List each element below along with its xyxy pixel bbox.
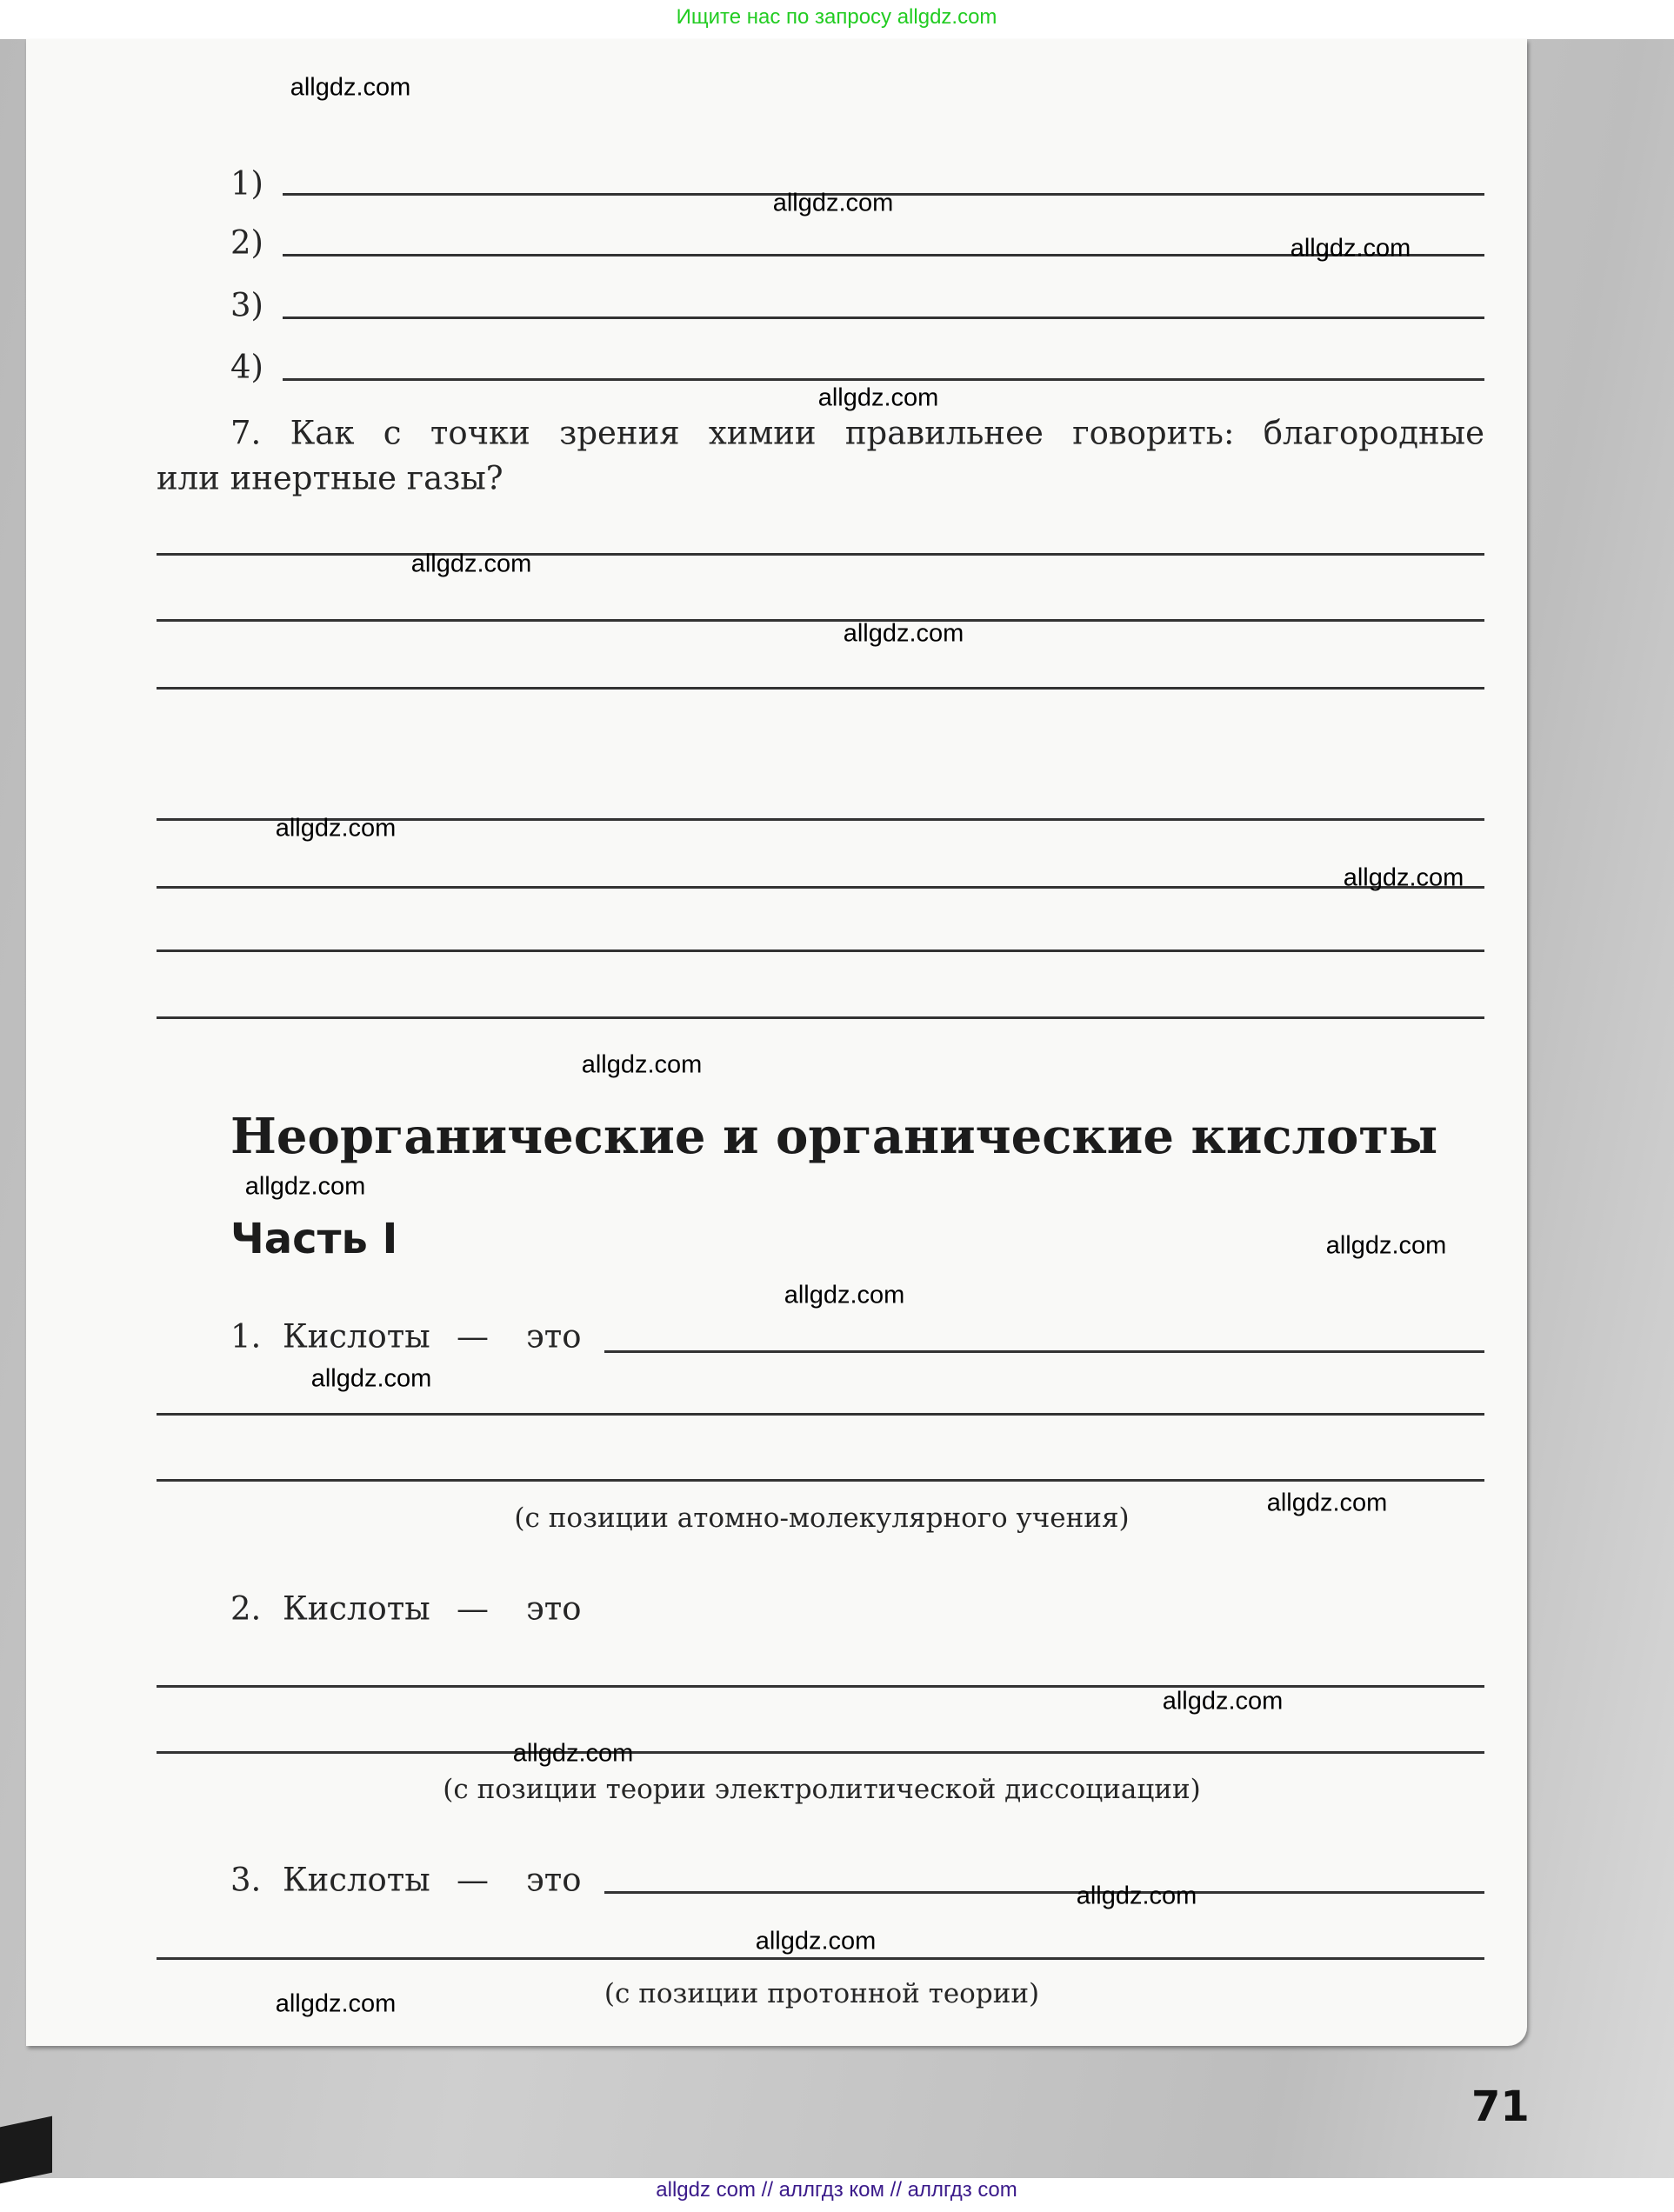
- watermark: allgdz.com: [1325, 1231, 1447, 1260]
- watermark: allgdz.com: [275, 814, 397, 843]
- definition-2-number: 2.: [230, 1589, 262, 1628]
- watermark: allgdz.com: [772, 189, 894, 217]
- watermark: allgdz.com: [1162, 1687, 1284, 1716]
- answer-line: [157, 1685, 1484, 1688]
- watermark: allgdz.com: [512, 1739, 634, 1768]
- answer-line: [157, 886, 1484, 889]
- list-item-label: 3): [230, 286, 263, 324]
- book-spine: [0, 2116, 52, 2184]
- question-7-line1: 7. Как с точки зрения химии правильнее говорить: благородные: [230, 414, 1484, 452]
- list-item-label: 2): [230, 223, 263, 262]
- answer-line: [157, 949, 1484, 952]
- answer-line: [157, 1957, 1484, 1960]
- answer-line: [604, 1891, 1484, 1894]
- definition-3-caption: (с позиции протонной теории): [604, 1978, 1040, 2009]
- definition-2-subject: Кислоты: [283, 1589, 430, 1628]
- definition-3-verb: это: [526, 1861, 582, 1899]
- watermark: allgdz.com: [843, 619, 964, 648]
- watermark: allgdz.com: [1343, 863, 1464, 892]
- part-title: Часть I: [230, 1215, 398, 1263]
- definition-3-dash: —: [457, 1861, 489, 1899]
- question-7-line2: или инертные газы?: [157, 459, 504, 497]
- list-item-label: 1): [230, 164, 263, 203]
- answer-line: [157, 619, 1484, 622]
- watermark: allgdz.com: [581, 1050, 703, 1079]
- answer-line: [157, 1479, 1484, 1482]
- answer-line: [604, 1350, 1484, 1353]
- watermark: allgdz.com: [784, 1281, 905, 1309]
- answer-line: [283, 378, 1484, 381]
- definition-1-subject: Кислоты: [283, 1317, 430, 1356]
- definition-2-caption: (с позиции теории электролитической диссоциации): [443, 1774, 1201, 1805]
- answer-line: [157, 1751, 1484, 1754]
- watermark: allgdz.com: [290, 73, 411, 102]
- definition-1-caption: (с позиции атомно-молекулярного учения): [514, 1502, 1130, 1534]
- watermark: allgdz.com: [275, 1989, 397, 2018]
- watermark: allgdz.com: [310, 1364, 432, 1393]
- workbook-page: [26, 39, 1527, 2046]
- answer-line: [157, 687, 1484, 690]
- answer-line: [157, 1016, 1484, 1019]
- watermark: allgdz.com: [244, 1172, 366, 1201]
- section-title: Неорганические и органические кислоты: [230, 1108, 1438, 1165]
- watermark: allgdz.com: [1076, 1882, 1197, 1910]
- page-number: 71: [1471, 2082, 1530, 2131]
- answer-line: [283, 316, 1484, 319]
- definition-1-verb: это: [526, 1317, 582, 1356]
- definition-3-number: 3.: [230, 1861, 262, 1899]
- definition-1-dash: —: [457, 1317, 489, 1356]
- definition-2-dash: —: [457, 1589, 489, 1628]
- answer-line: [157, 1413, 1484, 1416]
- list-item-label: 4): [230, 348, 263, 386]
- watermark: allgdz.com: [755, 1927, 877, 1955]
- watermark: allgdz.com: [1290, 234, 1411, 263]
- bottom-banner[interactable]: allgdz com // аллгдз ком // аллгдз com: [656, 2178, 1017, 2202]
- definition-2-verb: это: [526, 1589, 582, 1628]
- definition-3-subject: Кислоты: [283, 1861, 430, 1899]
- watermark: allgdz.com: [1266, 1489, 1388, 1517]
- top-banner[interactable]: Ищите нас по запросу allgdz.com: [676, 5, 997, 29]
- watermark: allgdz.com: [410, 550, 532, 578]
- answer-line: [157, 553, 1484, 556]
- watermark: allgdz.com: [817, 383, 939, 412]
- definition-1-number: 1.: [230, 1317, 262, 1356]
